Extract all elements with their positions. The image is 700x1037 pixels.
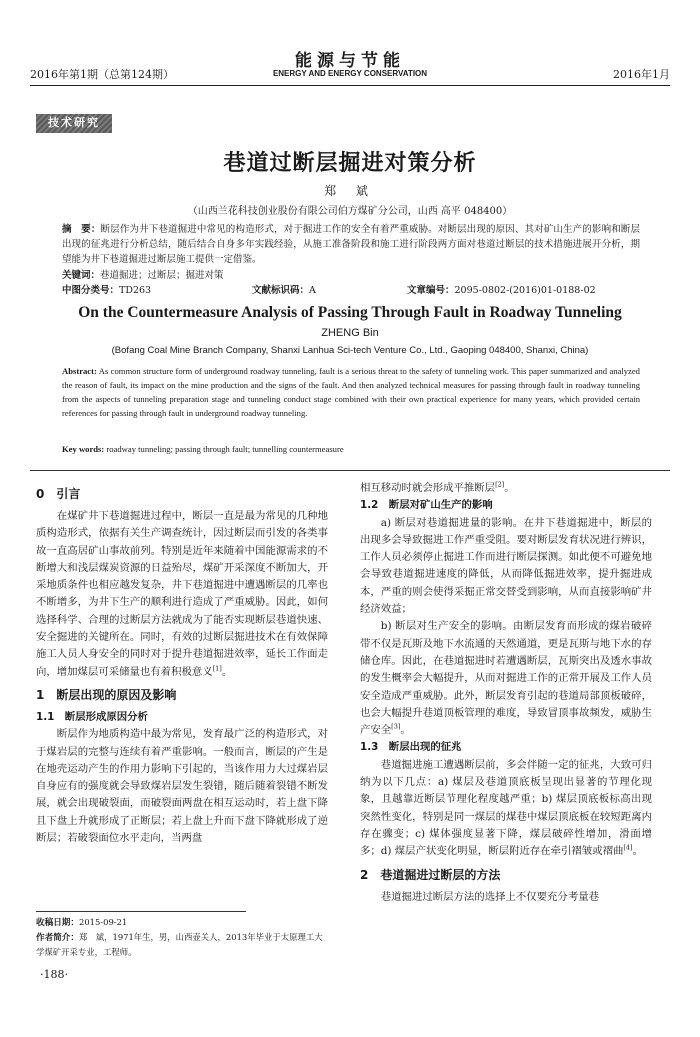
section-1-heading: 1 断层出现的原因及影响 bbox=[36, 687, 177, 702]
body-column-right bbox=[360, 480, 652, 906]
section-1-1-heading: 1.1 断层形成原因分析 bbox=[36, 710, 148, 723]
paragraph-end: 。 bbox=[221, 665, 233, 678]
abstract-en bbox=[62, 364, 640, 420]
doc-code-value: A bbox=[309, 285, 316, 296]
citation-ref: [3] bbox=[391, 722, 401, 731]
article-title-en: On the Countermeasure Analysis of Passing Through Fault in Roadway Tunneling bbox=[78, 304, 622, 321]
paragraph-text: 巷道掘进施工遭遇断层前，多会伴随一定的征兆，大致可归纳为以下几点：a) 煤层及巷道顶底板呈现出显著的节理化现象，且越靠近断层节理化程度越严重；b) 煤层顶底板标高出现突然性变化，特别是同一煤层的煤巷中煤层顶底板在较短距离内存在骤变；c) 煤体强度显著下降，煤层破碎性增加，滑面增多；d) 煤层产状变化明显，断层附近存在牵引褶皱或褶曲 bbox=[360, 758, 652, 858]
paragraph-end: 。 bbox=[632, 845, 643, 858]
continued-paragraph bbox=[360, 480, 652, 497]
journal-title-en: ENERGY AND ENERGY CONSERVATION bbox=[272, 69, 428, 78]
article-title: 巷道过断层掘进对策分析 bbox=[223, 151, 477, 176]
citation-ref: [1] bbox=[212, 664, 222, 673]
section-2-paragraph: 巷道掘进过断层方法的选择上不仅要充分考量巷 bbox=[380, 890, 599, 903]
abstract-en-label: Abstract: bbox=[62, 366, 97, 376]
body-column-left bbox=[36, 480, 328, 847]
section-1-2-item-a: a) 断层对巷道掘进量的影响。在井下巷道掘进中，断层的出现多会导致掘进工作严重受阻。要对断层发育状况进行辨识，工作人员必须停止掘进工作而进行断层探测。如此便不可避免地会导致巷道掘进速度的降低，从而降低掘进效率，提升掘进成本，严重的则会使得采掘正常交替受到影响，从而直接影响矿井经济效益； bbox=[360, 516, 652, 616]
abstract-en-text: As common structure form of underground roadway tunneling, fault is a serious threat to the safety of tunneling work. This paper summarized and analyzed the reason of fault, its impact on the mine production and the signs of the fault. And then analyzed technical measures for passing through fault in roadway tunneling from the aspects of tunneling preparation stage and tunneling conduct stage combined with their own practical experience for many years, which provided certain references for passing through fault in underground roadway tunneling. bbox=[62, 366, 640, 418]
header-rule bbox=[30, 85, 670, 86]
received-label: 收稿日期： bbox=[36, 918, 79, 928]
paragraph-end: 。 bbox=[400, 724, 411, 737]
keywords-cn bbox=[62, 268, 640, 283]
section-0-paragraph bbox=[36, 508, 328, 681]
paragraph-text: 在煤矿井下巷道掘进过程中，断层一直是最为常见的几种地质构造形式，依据有关生产调查统计，因过断层而引发的各类事故一直高居矿山事故前列。特别是近年来随着中国能源需求的不断增大和浅层煤炭资源的日益殆尽，煤矿开采深度不断加大，开采地质条件也相应越发复杂，井下巷道掘进中遭遇断层的几率也不断增多，为井下生产的顺利进行造成了严重威胁。因此，如何选择科学、合理的过断层方法就成为了能否实现断层巷道快速、安全掘进的关键所在。同时，有效的过断层掘进技术在有效保障施工人员人身安全的同时对于提升巷道掘进效率，延长工作面走向，增加煤层可采储量也有着积极意义 bbox=[36, 510, 328, 678]
section-1-3-paragraph bbox=[360, 757, 652, 861]
section-divider bbox=[30, 470, 670, 471]
citation-ref: [4] bbox=[623, 843, 633, 852]
paragraph-end: 。 bbox=[504, 482, 515, 494]
issue-date: 2016年1月 bbox=[613, 68, 670, 81]
keywords-en-label: Key words: bbox=[62, 444, 105, 454]
received-date bbox=[36, 915, 328, 930]
clc-value: TD263 bbox=[119, 285, 152, 296]
section-1-2-item-b bbox=[360, 618, 652, 739]
keywords-text: 巷道掘进；过断层；掘进对策 bbox=[100, 270, 224, 281]
received-value: 2015-09-21 bbox=[78, 917, 128, 927]
paragraph-text: 相互移动时就会形成平推断层 bbox=[360, 482, 496, 494]
section-1-2-heading: 1.2 断层对矿山生产的影响 bbox=[360, 499, 493, 512]
citation-ref: [2] bbox=[495, 480, 505, 489]
section-1-1-paragraph: 断层作为地质构造中最为常见，发育最广泛的构造形式，对于煤岩层的完整与连续有着严重影响。一般而言，断层的产生是在地壳运动产生的作用力影响下引起的，当该作用力大过煤岩层自身应有的强度就会导致煤岩层发生裂错，随后随着裂错不断发展，就会出现破裂面，而破裂面两盘在相互运动时，若上盘下降且下盘上升就形成了正断层；若上盘上升而下盘下降就形成了逆断层；若破裂面位水平走向，当两盘 bbox=[36, 728, 328, 845]
author-affiliation-en: (Bofang Coal Mine Branch Company, Shanxi Lanhua Sci-tech Venture Co., Ltd., Gaoping 048400, Shanxi, China) bbox=[111, 345, 589, 356]
article-number-value: 2095-0802-(2016)01-0188-02 bbox=[454, 285, 596, 296]
journal-title: 能源与节能 bbox=[295, 51, 405, 71]
doc-code-label: 文献标识码： bbox=[252, 285, 310, 296]
abstract-cn bbox=[62, 222, 640, 267]
keywords-label: 关键词： bbox=[62, 270, 101, 281]
keywords-en bbox=[62, 442, 640, 456]
article-number-label: 文章编号： bbox=[407, 285, 455, 296]
author-name: 郑 斌 bbox=[324, 184, 376, 198]
section-1-3-heading: 1.3 断层出现的征兆 bbox=[360, 741, 462, 754]
author-bio-label: 作者简介： bbox=[36, 933, 79, 943]
classification-row bbox=[62, 283, 640, 298]
author-bio bbox=[36, 930, 328, 959]
clc-label: 中图分类号： bbox=[62, 285, 120, 296]
abstract-label: 摘 要： bbox=[62, 224, 101, 235]
author-bio-text: 郑 斌，1971年生，男，山西壶关人，2013年毕业于太原理工大学煤矿开采专业，工程师。 bbox=[36, 932, 323, 957]
paragraph-text: b) 断层对生产安全的影响。由断层发育而形成的煤岩破碎带不仅是瓦斯及地下水流通的天然通道，更是瓦斯与地下水的存储仓库。因此，在巷道掘进时若遭遇断层，瓦斯突出及透水事故的发生概率会大幅提升，从而对掘进工作的正常开展及工作人员安全造成严重威胁。此外，断层发育引起的巷道局部顶板破碎，也会大幅提升巷道顶板管理的难度，导致冒顶事故频发，威胁生产安全 bbox=[360, 620, 652, 737]
issue-info: 2016年第1期（总第124期） bbox=[30, 68, 174, 81]
footnote bbox=[36, 915, 328, 959]
keywords-en-text: roadway tunneling; passing through fault; tunnelling countermeasure bbox=[106, 444, 344, 454]
section-2-heading: 2 巷道掘进过断层的方法 bbox=[360, 867, 501, 882]
section-tag: 技术研究 bbox=[36, 114, 112, 133]
section-0-heading: 0 引言 bbox=[36, 487, 81, 501]
author-name-en: ZHENG Bin bbox=[321, 327, 379, 339]
author-affiliation: （山西兰花科技创业股份有限公司伯方煤矿分公司，山西 高平 048400） bbox=[187, 206, 513, 217]
abstract-text: 断层作为井下巷道掘进中常见的构造形式，对于掘进工作的安全有着严重威胁。对断层出现的原因、其对矿山生产的影响和断层出现的征兆进行分析总结，随后结合自身多年实践经验，从施工准备阶段和施工进行阶段两方面对巷道过断层的技术措施进展开分析，期望能为井下巷道掘进过断层施工提供一定借鉴。 bbox=[62, 224, 640, 265]
page-number: ·188· bbox=[40, 968, 68, 981]
footnote-rule bbox=[36, 911, 246, 912]
